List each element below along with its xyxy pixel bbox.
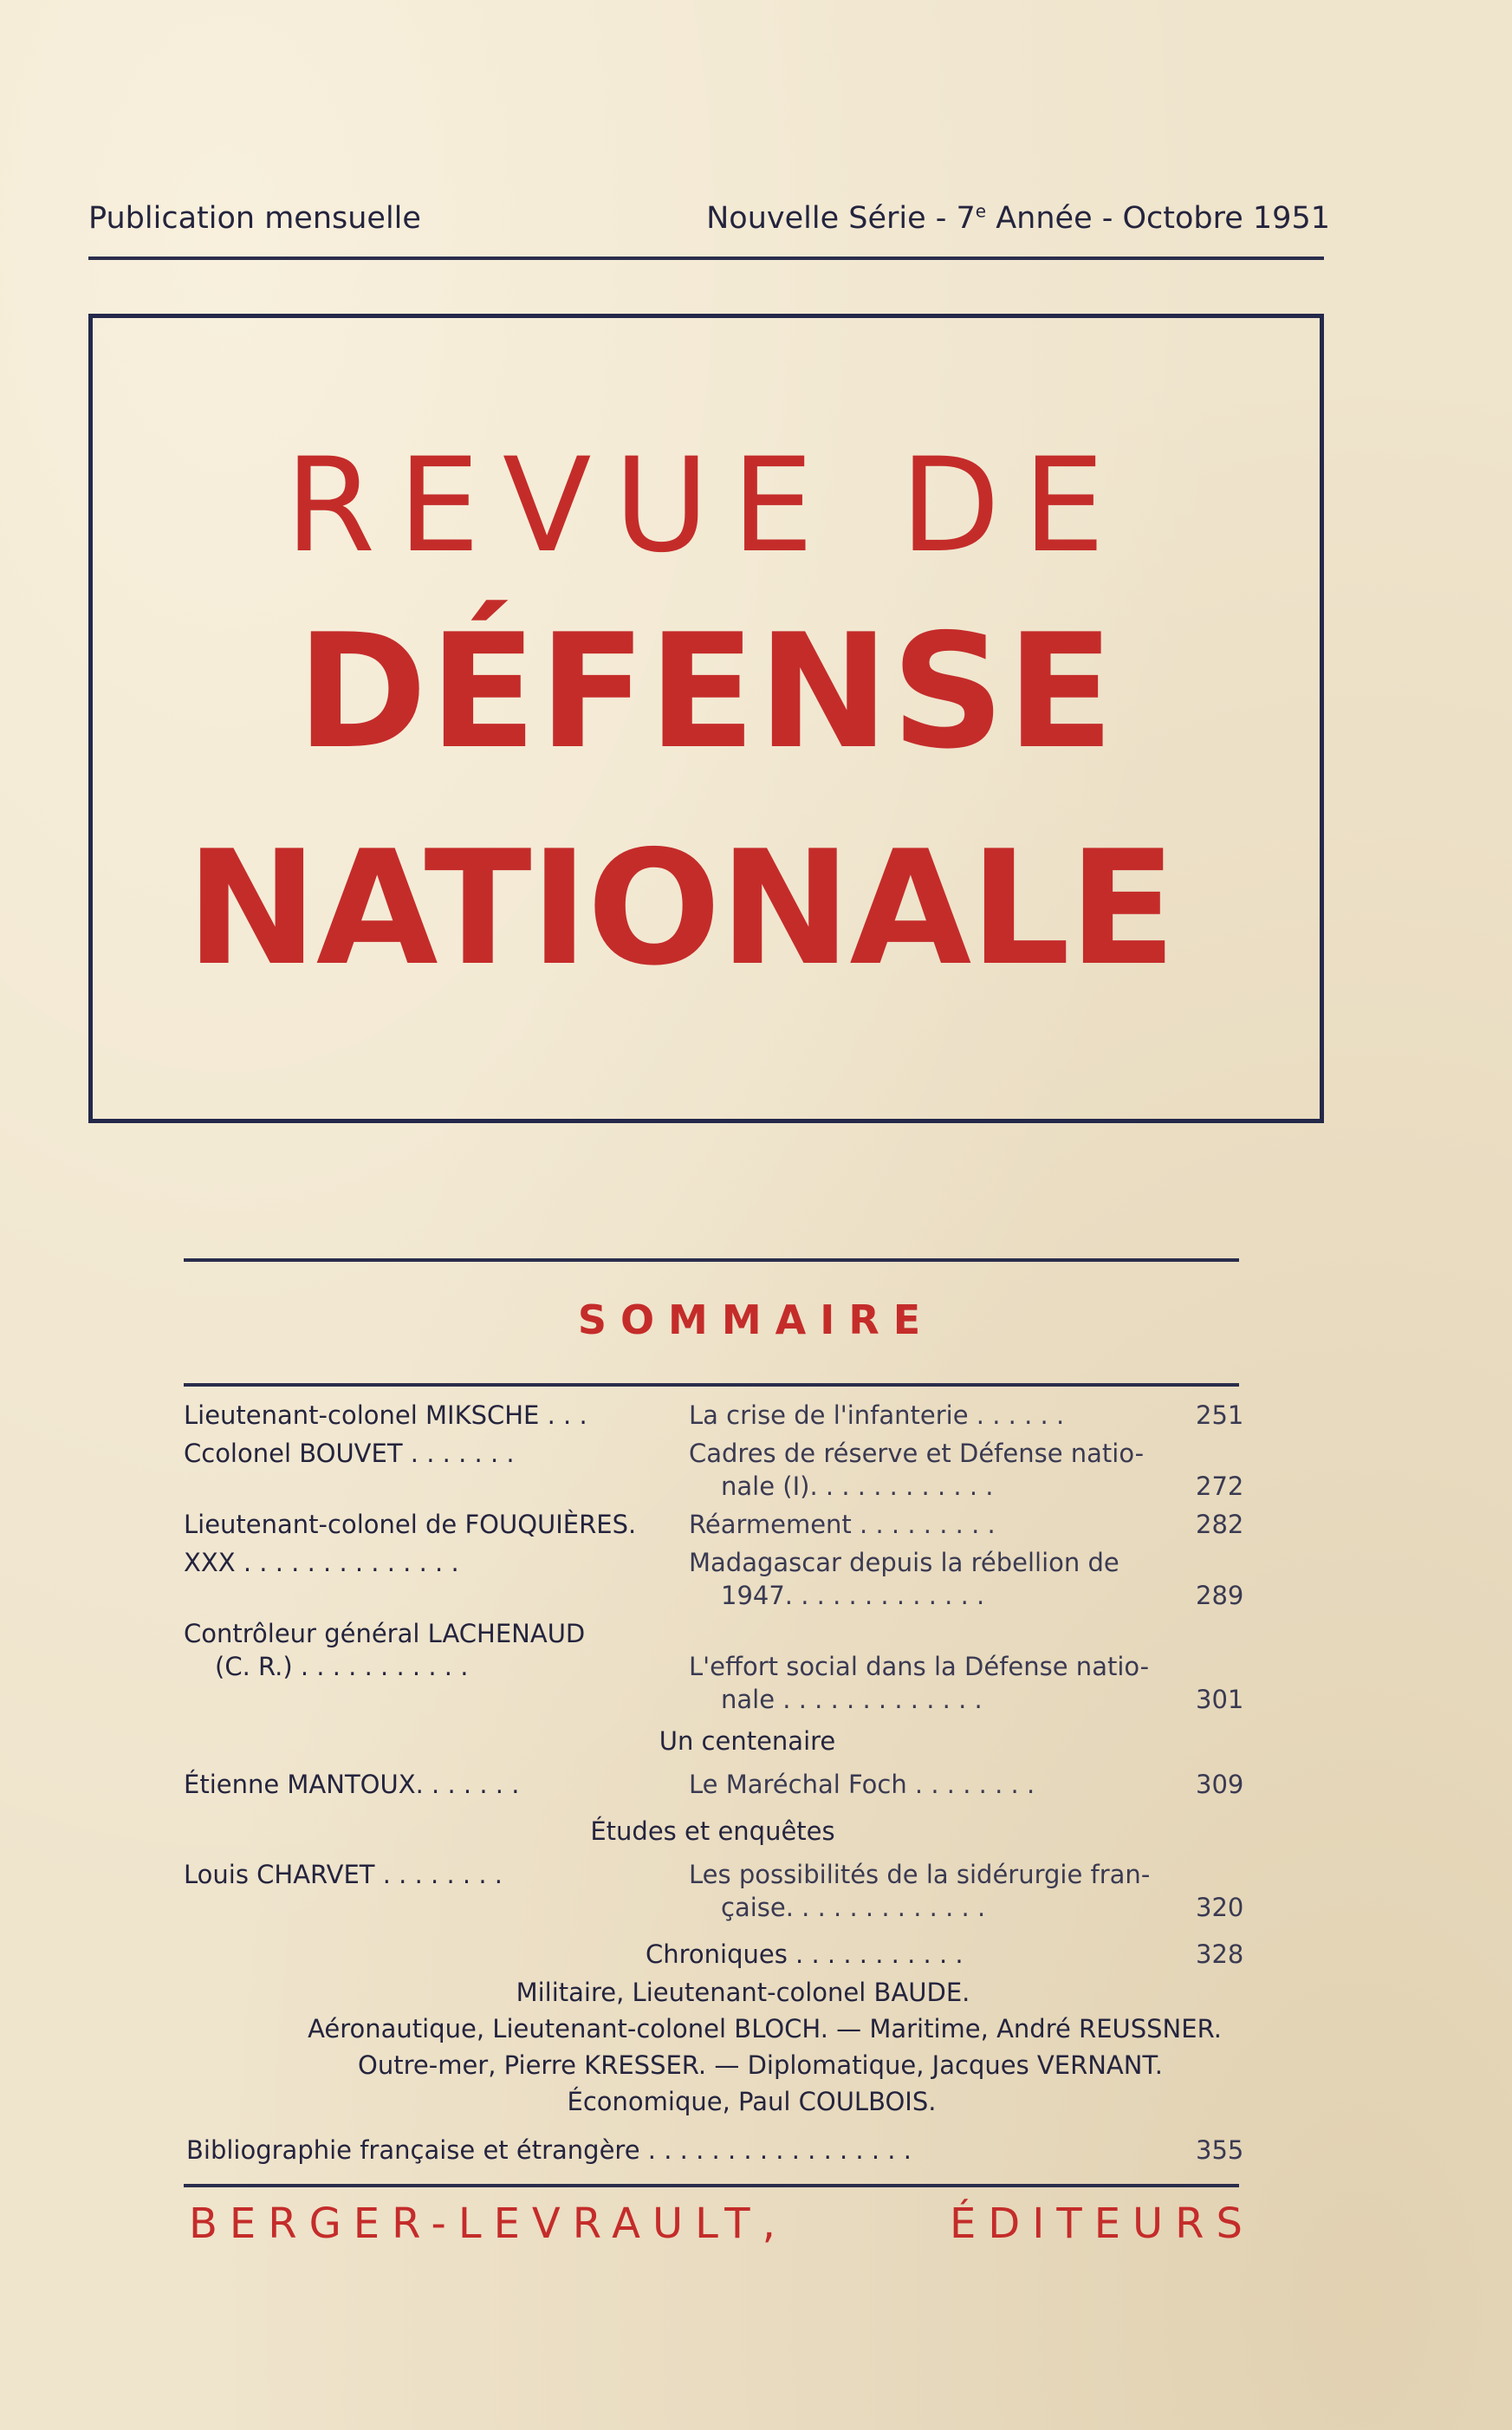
toc-article-cont: 1947. . . . . . . . . . . . . — [721, 1581, 985, 1610]
title-line-3: NATIONALE — [185, 816, 1175, 1000]
issue-info — [706, 201, 1330, 236]
toc-article: L'effort social dans la Défense natio- — [689, 1652, 1150, 1681]
toc-author: Lieutenant-colonel MIKSCHE . . . — [184, 1400, 587, 1430]
sommaire-heading: SOMMAIRE — [577, 1296, 935, 1343]
section-heading: Études et enquêtes — [590, 1816, 835, 1846]
publication-frequency: Publication mensuelle — [88, 201, 421, 236]
toc-page: 272 — [1196, 1472, 1244, 1501]
toc-article: Le Maréchal Foch . . . . . . . . — [689, 1770, 1035, 1799]
title-frame — [88, 314, 1324, 1123]
toc-page: 320 — [1196, 1893, 1244, 1922]
toc-author: Ccolonel BOUVET . . . . . . . — [184, 1439, 515, 1468]
publisher-role: ÉDITEURS — [949, 2199, 1255, 2248]
sommaire-top-rule — [184, 1258, 1239, 1262]
toc-top-rule — [184, 1383, 1239, 1387]
toc-article: La crise de l'infanterie . . . . . . — [689, 1400, 1065, 1430]
footer-rule — [184, 2184, 1239, 2187]
toc-page: 289 — [1196, 1581, 1244, 1610]
toc-article: Cadres de réserve et Défense natio- — [689, 1439, 1145, 1468]
toc-page: 251 — [1196, 1400, 1244, 1430]
title-line-1: REVUE DE — [284, 431, 1128, 582]
toc-article: Les possibilités de la sidérurgie fran- — [689, 1860, 1151, 1889]
toc-page: 309 — [1196, 1770, 1244, 1799]
toc-author: Contrôleur général LACHENAUD — [184, 1619, 586, 1648]
toc-article-cont: nale . . . . . . . . . . . . . — [721, 1685, 983, 1714]
toc-page: 355 — [1196, 2135, 1244, 2165]
toc-article: Réarmement . . . . . . . . . — [689, 1510, 996, 1539]
toc-author: XXX . . . . . . . . . . . . . . — [184, 1548, 459, 1577]
toc-article: Madagascar depuis la rébellion de — [689, 1548, 1119, 1577]
toc-article-cont: nale (I). . . . . . . . . . . . — [721, 1472, 994, 1501]
toc-author: Louis CHARVET . . . . . . . . — [184, 1860, 503, 1889]
toc-page: 328 — [1196, 1939, 1244, 1969]
bibliographie-label: Bibliographie française et étrangère . . . . . . . . . . . . . . . . . — [186, 2135, 912, 2165]
publisher — [189, 2199, 1255, 2248]
toc-author: Étienne MANTOUX. . . . . . . — [184, 1770, 520, 1799]
toc-author: Lieutenant-colonel de FOUQUIÈRES. — [184, 1510, 637, 1539]
header-rule — [88, 257, 1324, 260]
toc-page: 282 — [1196, 1510, 1244, 1539]
section-heading: Un centenaire — [659, 1726, 836, 1756]
issue-info-sup: e — [975, 200, 987, 222]
toc-author-cont: (C. R.) . . . . . . . . . . . — [215, 1652, 469, 1681]
title-line-2: DÉFENSE — [296, 600, 1116, 783]
publisher-name: BERGER-LEVRAULT, — [189, 2199, 788, 2248]
chronique-line: Aéronautique, Lieutenant-colonel BLOCH. — Maritime, André REUSSNER. — [308, 2014, 1222, 2043]
chroniques-label: Chroniques . . . . . . . . . . . — [646, 1939, 964, 1969]
chronique-line: Outre-mer, Pierre KRESSER. — Diplomatique, Jacques VERNANT. — [358, 2050, 1163, 2080]
issue-info-suffix: Année - Octobre 1951 — [986, 201, 1330, 236]
toc-article-cont: çaise. . . . . . . . . . . . . — [721, 1893, 986, 1922]
chronique-line: Économique, Paul COULBOIS. — [567, 2087, 937, 2116]
toc-page: 301 — [1196, 1685, 1244, 1714]
issue-info-prefix: Nouvelle Série - 7 — [706, 201, 976, 236]
chronique-line: Militaire, Lieutenant-colonel BAUDE. — [516, 1978, 970, 2007]
